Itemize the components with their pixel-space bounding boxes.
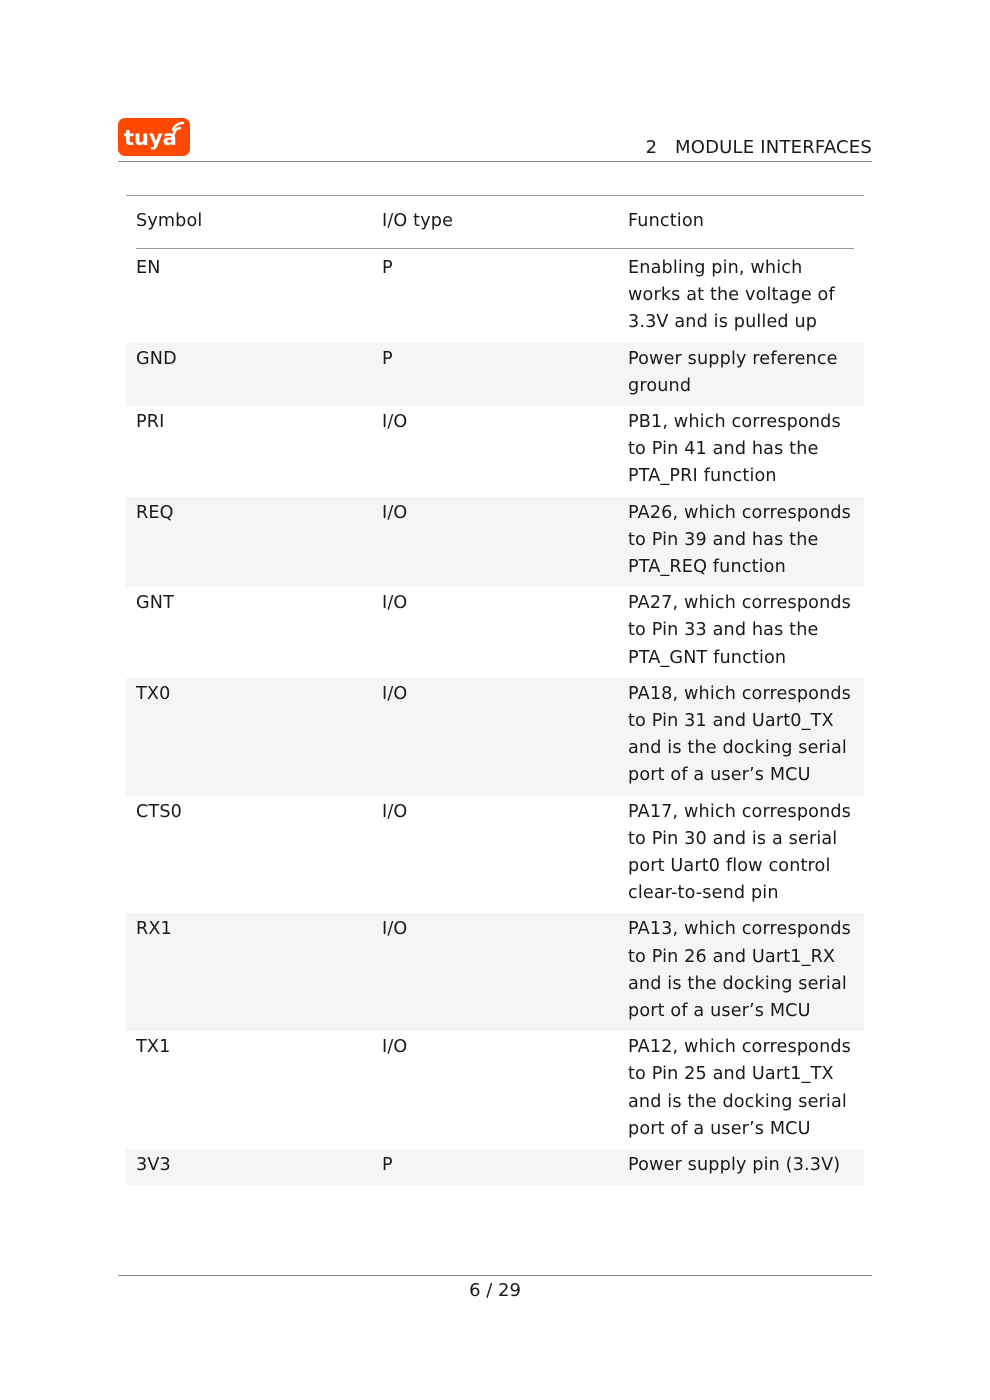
cell-io-type: I/O: [382, 593, 408, 614]
table-row: [126, 913, 864, 1031]
table-row: [126, 587, 864, 678]
table-row: [126, 678, 864, 796]
cell-function: PA27, which corresponds to Pin 33 and has the PTA_GNT function: [628, 593, 852, 668]
cell-function: PA26, which corresponds to Pin 39 and has the PTA_REQ function: [628, 502, 852, 578]
cell-symbol: TX1: [136, 1037, 171, 1058]
cell-function: PA17, which corresponds to Pin 30 and is a serial port Uart0 flow control clear-to-send pin: [628, 801, 852, 904]
cell-symbol: CTS0: [136, 801, 182, 822]
cell-symbol: GND: [136, 348, 177, 369]
logo-wordmark: tuya: [124, 126, 177, 150]
tuya-logo: [118, 118, 190, 156]
cell-function: PA18, which corresponds to Pin 31 and Uart0_TX and is the docking serial port of a user’s MCU: [628, 683, 852, 786]
cell-function: PA12, which corresponds to Pin 25 and Uart1_TX and is the docking serial port of a user’s MCU: [628, 1037, 852, 1139]
cell-io-type: I/O: [382, 502, 408, 523]
cell-function: Enabling pin, which works at the voltage of 3.3V and is pulled up: [628, 258, 835, 333]
footer-divider: [118, 1275, 872, 1276]
table-row: [126, 497, 864, 588]
cell-function: Power supply pin (3.3V): [628, 1155, 841, 1176]
column-header-symbol: Symbol: [136, 211, 203, 232]
section-title: 2 MODULE INTERFACES: [645, 137, 872, 158]
cell-io-type: P: [382, 348, 393, 369]
column-header-function: Function: [628, 211, 705, 232]
cell-symbol: TX0: [136, 683, 171, 704]
cell-io-type: I/O: [382, 1037, 408, 1058]
cell-io-type: I/O: [382, 683, 408, 704]
cell-symbol: 3V3: [136, 1155, 171, 1176]
header-divider: [118, 161, 872, 162]
table-row: [126, 1149, 864, 1185]
cell-io-type: I/O: [382, 919, 408, 940]
table-row: [126, 1031, 864, 1149]
table-header: [136, 196, 854, 249]
tuya-logo-mark: [118, 118, 190, 156]
cell-function: PA13, which corresponds to Pin 26 and Uart1_RX and is the docking serial port of a user’s MCU: [628, 919, 852, 1022]
cell-symbol: REQ: [136, 502, 174, 523]
cell-symbol: PRI: [136, 412, 165, 433]
cell-function: PB1, which corresponds to Pin 41 and has the PTA_PRI function: [628, 412, 841, 487]
cell-io-type: I/O: [382, 412, 408, 433]
cell-symbol: RX1: [136, 919, 172, 940]
table-row: [126, 343, 864, 406]
cell-symbol: EN: [136, 258, 161, 278]
cell-io-type: P: [382, 258, 393, 278]
table-row: [126, 406, 864, 497]
table-row: [126, 796, 864, 914]
pin-table: [126, 195, 864, 1185]
table-row: [126, 252, 864, 343]
cell-io-type: I/O: [382, 801, 408, 822]
cell-symbol: GNT: [136, 593, 174, 614]
column-header-io-type: I/O type: [382, 211, 454, 232]
cell-io-type: P: [382, 1155, 393, 1176]
cell-function: Power supply reference ground: [628, 348, 838, 396]
page-number: 6 / 29: [469, 1280, 521, 1301]
